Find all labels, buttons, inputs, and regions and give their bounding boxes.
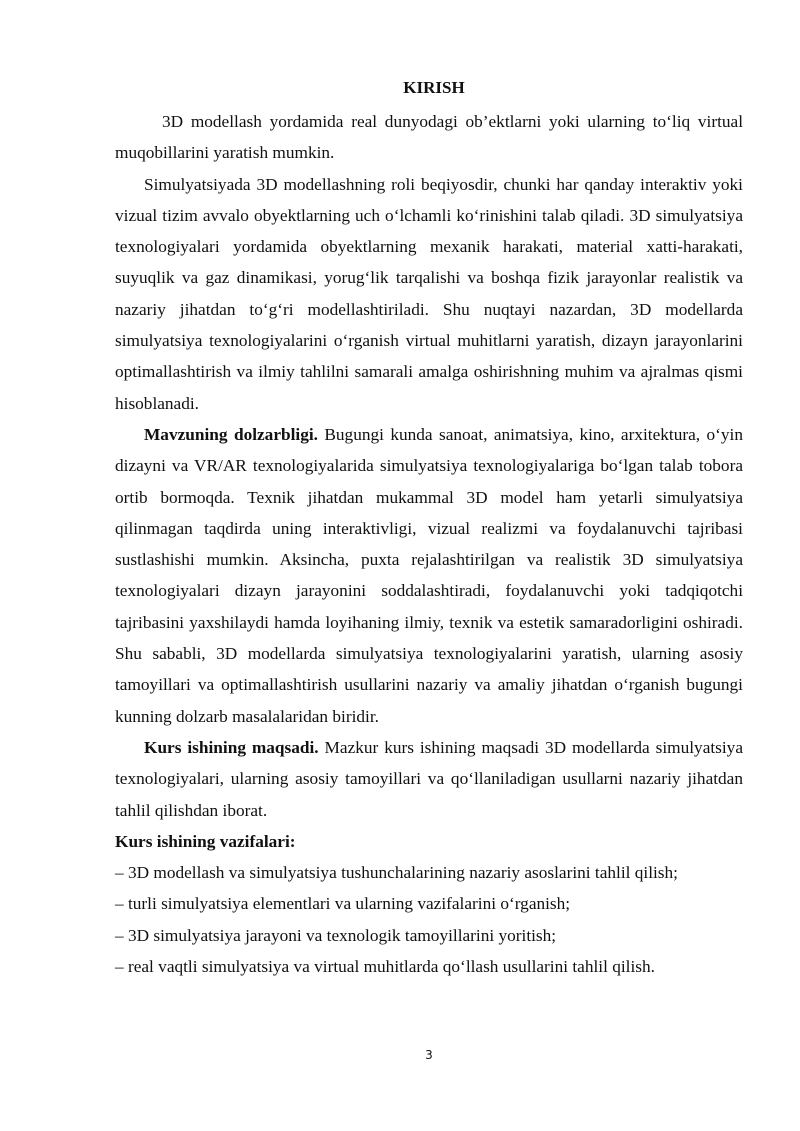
- page-number: 3: [425, 1048, 433, 1062]
- goal-lead: Kurs ishining maqsadi.: [144, 737, 319, 757]
- task-item: – 3D simulyatsiya jarayoni va texnologik tamoyillarini yoritish;: [115, 925, 557, 945]
- document-page: [115, 74, 743, 982]
- simulation-role-paragraph-text: Simulyatsiyada 3D modellashning roli beqiyosdir, chunki har qanday interaktiv yoki vizual tizim avvalo obyektlarning uch o‘lchamli ko‘rinishini talab qiladi. 3D simulyatsiya texnologiyalari yordamida obyektlarning mexanik harakati, material xatti-harakati, suyuqlik va gaz dinamikasi, yorug‘lik tarqalishi va boshqa fizik jarayonlar realistik va nazariy jihatdan to‘g‘ri modellashtiriladi. Shu nuqtayi nazardan, 3D modellarda simulyatsiya texnologiyalarini o‘rganish virtual muhitlarni yaratish, dizayn jarayonlarini optimallashtirish va ilmiy tahlilni samarali amalga oshirishning muhim va ajralmas qismi hisoblanadi.: [115, 174, 743, 413]
- intro-paragraph: [115, 106, 743, 169]
- goal-paragraph-text: Mazkur kurs ishining maqsadi 3D modellarda simulyatsiya texnologiyalari, ularning asosiy tamoyillari va qo‘llaniladigan usullarni nazariy jihatdan tahlil qilishdan iborat.: [115, 737, 743, 820]
- task-item: – 3D modellash va simulyatsiya tushunchalarining nazariy asoslarini tahlil qilish;: [115, 863, 678, 883]
- task-item: – turli simulyatsiya elementlari va ularning vazifalarini o‘rganish;: [115, 894, 571, 914]
- task-list: [115, 857, 743, 982]
- relevance-paragraph: [115, 419, 743, 732]
- page-title: KIRISH: [403, 78, 465, 97]
- goal-paragraph: [115, 732, 743, 826]
- task-item: – real vaqtli simulyatsiya va virtual muhitlarda qo‘llash usullarini tahlil qilish.: [115, 957, 655, 977]
- relevance-paragraph-text: Bugungi kunda sanoat, animatsiya, kino, arxitektura, o‘yin dizayni va VR/AR texnologiyalarida simulyatsiya texnologiyalariga bo‘lgan talab tobora ortib bormoqda. Texnik jihatdan mukammal 3D model ham yetarli simulyatsiya qilinmagan taqdirda uning interaktivligi, vizual realizmi va foydalanuvchi tajribasi sustlashishi mumkin. Aksincha, puxta rejalashtirilgan va realistik 3D simulyatsiya texnologiyalari dizayn jarayonini soddalashtiradi, foydalanuvchi yoki tadqiqotchi tajribasini yaxshilaydi hamda loyihaning ilmiy, texnik va estetik samaradorligini oshiradi. Shu sababli, 3D modellarda simulyatsiya texnologiyalarini yaratish, ularning asosiy tamoyillari va optimallashtirish usullarini nazariy va amaliy jihatdan o‘rganish bugungi kunning dolzarb masalalaridan biridir.: [115, 424, 743, 726]
- relevance-lead: Mavzuning dolzarbligi.: [144, 424, 318, 444]
- simulation-role-paragraph: [115, 169, 743, 419]
- intro-paragraph-text: 3D modellash yordamida real dunyodagi ob’ektlarni yoki ularning to‘liq virtual muqobillarini yaratish mumkin.: [115, 112, 743, 163]
- tasks-heading: Kurs ishining vazifalari:: [115, 831, 296, 851]
